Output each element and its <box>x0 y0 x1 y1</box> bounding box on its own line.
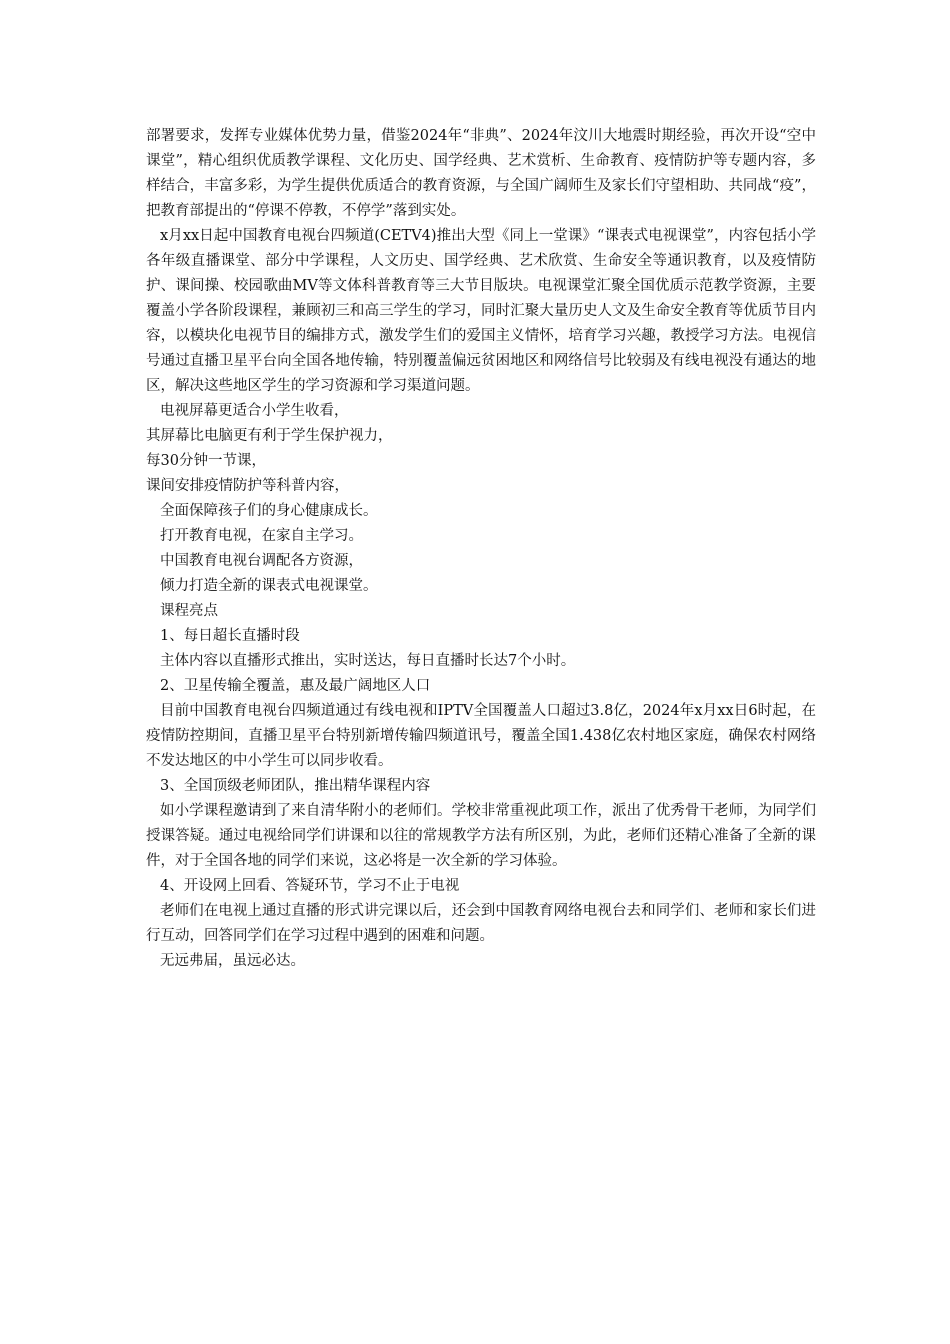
section-heading-highlights: 课程亮点 <box>160 603 218 619</box>
highlight-heading-4: 4、开设网上回看、答疑环节，学习不止于电视 <box>160 878 460 894</box>
paragraph-continuation: 部署要求，发挥专业媒体优势力量，借鉴2024年“非典”、2024年汶川大地震时期经验，再次开设“空中课堂”，精心组织优质教学课程、文化历史、国学经典、艺术赏析、生命教育、疫情防护等专题内容，多样结合，丰富多彩，为学生提供优质适合的教育资源，与全国广阔师生及家长们守望相助、共同战“疫”，把教育部提出的“停课不停教，不停学”落到实处。 <box>146 128 816 219</box>
paragraph-cetv4-intro: x月xx日起中国教育电视台四频道(CETV4)推出大型《同上一堂课》“课表式电视课堂”，内容包括小学各年级直播课堂、部分中学课程，人文历史、国学经典、艺术欣赏、生命安全等通识教育，以及疫情防护、课间操、校园歌曲MV等文体科普教育等三大节目版块。电视课堂汇聚全国优质示范教学资源，主要覆盖小学各阶段课程，兼顾初三和高三学生的学习，同时汇聚大量历史人文及生命安全教育等优质节目内容，以模块化电视节目的编排方式，激发学生们的爱国主义情怀，培育学习兴趣，教授学习方法。电视信号通过直播卫星平台向全国各地传输，特别覆盖偏远贫困地区和网络信号比较弱及有线电视没有通达的地区，解决这些地区学生的学习资源和学习渠道问题。 <box>146 228 816 394</box>
highlight-text-4: 老师们在电视上通过直播的形式讲完课以后，还会到中国教育网络电视台去和同学们、老师和家长们进行互动，回答同学们在学习过程中遇到的困难和问题。 <box>146 903 816 944</box>
highlight-text-1: 主体内容以直播形式推出，实时送达，每日直播时长达7个小时。 <box>160 653 576 669</box>
line-protect-vision: 其屏幕比电脑更有利于学生保护视力， <box>146 428 393 444</box>
highlight-text-3: 如小学课程邀请到了来自清华附小的老师们。学校非常重视此项工作，派出了优秀骨干老师，为同学们授课答疑。通过电视给同学们讲课和以往的常规教学方法有所区别，为此，老师们还精心准备了全新的课件，对于全国各地的同学们来说，这必将是一次全新的学习体验。 <box>146 803 816 869</box>
line-resources: 中国教育电视台调配各方资源， <box>160 553 363 569</box>
line-tv-screen: 电视屏幕更适合小学生收看， <box>160 403 349 419</box>
highlight-heading-2: 2、卫星传输全覆盖，惠及最广阔地区人口 <box>160 678 431 694</box>
line-healthy-growth: 全面保障孩子们的身心健康成长。 <box>160 503 378 519</box>
highlight-text-2: 目前中国教育电视台四频道通过有线电视和IPTV全国覆盖人口超过3.8亿，2024年x月xx日6时起，在疫情防控期间，直播卫星平台特别新增传输四频道讯号，覆盖全国1.438亿农村地区家庭，确保农村网络不发达地区的中小学生可以同步收看。 <box>146 703 816 769</box>
document-body <box>146 124 816 974</box>
line-30-minutes: 每30分钟一节课， <box>146 453 266 469</box>
highlight-heading-3: 3、全国顶级老师团队，推出精华课程内容 <box>160 778 431 794</box>
line-new-classroom: 倾力打造全新的课表式电视课堂。 <box>160 578 378 594</box>
line-epidemic-content: 课间安排疫情防护等科普内容， <box>146 478 349 494</box>
closing-line: 无远弗届，虽远必达。 <box>160 953 305 969</box>
highlight-heading-1: 1、每日超长直播时段 <box>160 628 300 644</box>
line-open-tv: 打开教育电视，在家自主学习。 <box>160 528 363 544</box>
